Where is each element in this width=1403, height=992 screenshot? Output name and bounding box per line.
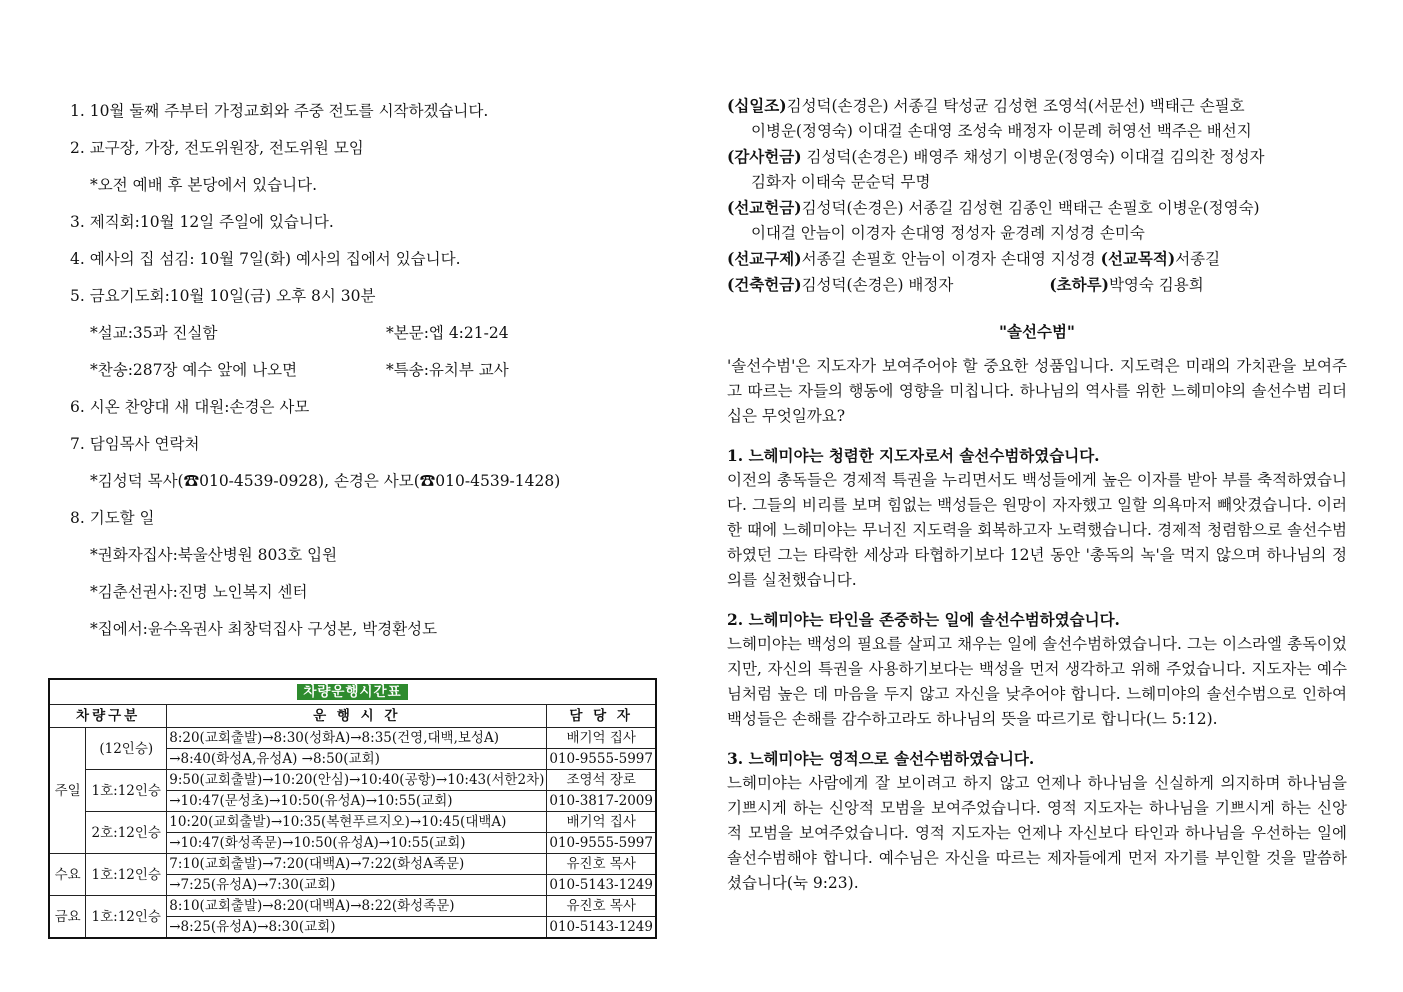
driver-phone: 010-5143-1249 xyxy=(547,875,656,896)
offering-label: (건축헌금) xyxy=(727,275,802,294)
hymn: *찬송:287장 예수 앞에 나오면 xyxy=(90,361,298,379)
route-cell: 8:10(교회출발)→8:20(대백A)→8:22(화성족문) xyxy=(167,896,547,917)
offering-names: 서종길 손필호 안늠이 이경자 손대영 지성경 xyxy=(801,250,1101,268)
driver-name: 배기억 집사 xyxy=(547,812,656,833)
announcement-item: 5. 금요기도회:10월 10일(금) 오후 8시 30분 xyxy=(70,287,376,305)
driver-phone: 010-3817-2009 xyxy=(547,791,656,812)
driver-name: 배기억 집사 xyxy=(547,728,656,749)
route-cell: 10:20(교회출발)→10:35(복현푸르지오)→10:45(대백A) xyxy=(167,812,547,833)
announcement-item: 6. 시온 찬양대 새 대원:손경은 사모 xyxy=(70,398,310,416)
route-cell: →10:47(문성초)→10:50(유성A)→10:55(교회) xyxy=(167,791,547,812)
offering-building xyxy=(727,272,1347,298)
column-header: 운 행 시 간 xyxy=(167,705,547,728)
offering-relief xyxy=(727,246,1347,272)
announcement-item: 1. 10월 둘째 주부터 가정교회와 주중 전도를 시작하겠습니다. xyxy=(70,102,489,120)
route-cell: →8:40(화성A,유성A) →8:50(교회) xyxy=(167,749,547,770)
offering-names: 이병운(정영숙) 이대걸 손대영 조성숙 배정자 이문례 허영선 백주은 배선지 xyxy=(751,122,1252,140)
route-cell: 9:50(교회출발)→10:20(안심)→10:40(공항)→10:43(서한2차) xyxy=(167,770,547,791)
offering-label: (선교헌금) xyxy=(727,198,802,217)
right-column xyxy=(727,93,1347,896)
offering-label: (초하루) xyxy=(1049,275,1109,294)
offering-names: 박영숙 김용희 xyxy=(1108,276,1204,294)
driver-name: 유진호 목사 xyxy=(547,854,656,875)
table-row xyxy=(49,896,656,917)
offering-label: (십일조) xyxy=(727,96,787,115)
prayer-item: *집에서:윤수옥권사 최창덕집사 구성본, 박경환성도 xyxy=(90,620,438,638)
contact-info: *김성덕 목사(☎010-4539-0928), 손경은 사모(☎010-4539-1428) xyxy=(90,472,561,490)
table-row xyxy=(49,770,656,791)
route-cell: 8:20(교회출발)→8:30(성화A)→8:35(건영,대백,보성A) xyxy=(167,728,547,749)
day-cell: 주일 xyxy=(49,728,86,854)
route-cell: →10:47(화성족문)→10:50(유성A)→10:55(교회) xyxy=(167,833,547,854)
column-header: 담 당 자 xyxy=(547,705,656,728)
table-row xyxy=(49,812,656,833)
friday-service-row xyxy=(70,320,670,357)
essay-title: "솔선수범" xyxy=(998,322,1076,341)
car-cell: 1호:12인승 xyxy=(86,770,167,812)
offering-names: 김성덕(손경은) 서종길 탁성균 김성현 조영석(서문선) 백태근 손필호 xyxy=(786,97,1245,115)
driver-phone: 010-9555-5997 xyxy=(547,833,656,854)
driver-name: 유진호 목사 xyxy=(547,896,656,917)
column-header: 차량구분 xyxy=(49,705,167,728)
section-body: 이전의 총독들은 경제적 특권을 누리면서도 백성들에게 높은 이자를 받아 부를 축적하였습니다. 그들의 비리를 보며 힘없는 백성들은 원망이 자자했고 일할 의욕마저 빼앗겼습니다. 이러한 때에 느헤미야는 무너진 지도력을 회복하고자 노력했습니다. 경제적 청렴함으로 솔선수범하였던 그는 타락한 세상과 타협하기보다 12년 동안 '총독의 녹'을 먹지 않으며 하나님의 정의를 실천했습니다. xyxy=(727,471,1347,589)
offering-names: 이대걸 안늠이 이경자 손대영 정성자 윤경례 지성경 손미숙 xyxy=(751,224,1145,242)
scripture-text: *본문:엡 4:21-24 xyxy=(386,324,509,342)
route-cell: →7:25(유성A)→7:30(교회) xyxy=(167,875,547,896)
sermon-title: *설교:35과 진실함 xyxy=(90,324,218,342)
offering-label: (선교구제) xyxy=(727,249,802,268)
table-row xyxy=(49,728,656,749)
special-song: *특송:유치부 교사 xyxy=(386,361,509,379)
offering-names: 김성덕(손경은) 배정자 xyxy=(801,276,954,294)
offering-names: 김화자 이태숙 문순덕 무명 xyxy=(751,173,931,191)
driver-phone: 010-9555-5997 xyxy=(547,749,656,770)
offering-label: (감사헌금) xyxy=(727,147,802,166)
table-header xyxy=(49,705,656,728)
offering-thanks xyxy=(727,144,1347,170)
offering-names: 김성덕(손경은) 배영주 채성기 이병운(정영숙) 이대걸 김의찬 정성자 xyxy=(801,148,1265,166)
section-title: 2. 느헤미야는 타인을 존중하는 일에 솔선수범하였습니다. xyxy=(727,610,1120,629)
driver-name: 조영석 장로 xyxy=(547,770,656,791)
announcement-subitem: *오전 예배 후 본당에서 있습니다. xyxy=(90,176,318,194)
car-cell: 1호:12인승 xyxy=(86,896,167,939)
section-title: 3. 느헤미야는 영적으로 솔선수범하였습니다. xyxy=(727,749,1035,768)
section-body: 느헤미야는 백성의 필요를 살피고 채우는 일에 솔선수범하였습니다. 그는 이스라엘 총독이었지만, 자신의 특권을 사용하기보다는 백성을 먼저 생각하고 위해 주었습니다. 지도자는 예수님처럼 높은 데 마음을 두지 않고 자신을 낮추어야 합니다. 느헤미야의 솔선수범으로 인하여 백성들은 손해를 감수하고라도 하나님의 뜻을 따르기로 합니다(느 5:12). xyxy=(727,635,1347,728)
announcement-item: 2. 교구장, 가장, 전도위원장, 전도위원 모임 xyxy=(70,139,364,157)
essay-intro: '솔선수범'은 지도자가 보여주어야 할 중요한 성품입니다. 지도력은 미래의 가치관을 보여주고 따르는 자들의 행동에 영향을 미칩니다. 하나님의 역사를 위한 느헤미야의 솔선수범 리더십은 무엇일까요? xyxy=(727,357,1347,425)
friday-service-row xyxy=(70,357,670,394)
announcement-item: 7. 담임목사 연락처 xyxy=(70,435,200,453)
day-cell: 수요 xyxy=(49,854,86,896)
offering-tithe xyxy=(727,93,1347,119)
vehicle-schedule-table xyxy=(48,678,657,939)
table-title: 차량운행시간표 xyxy=(297,684,407,700)
car-cell: 2호:12인승 xyxy=(86,812,167,854)
route-cell: 7:10(교회출발)→7:20(대백A)→7:22(화성A족문) xyxy=(167,854,547,875)
announcement-item: 3. 제직회:10월 12일 주일에 있습니다. xyxy=(70,213,334,231)
prayer-item: *김춘선권사:진명 노인복지 센터 xyxy=(90,583,308,601)
route-cell: →8:25(유성A)→8:30(교회) xyxy=(167,917,547,939)
offering-label: (선교목적) xyxy=(1100,249,1176,268)
announcement-item: 4. 예사의 집 섬김: 10월 7일(화) 예사의 집에서 있습니다. xyxy=(70,250,461,268)
offering-names: 김성덕(손경은) 서종길 김성현 김종인 백태근 손필호 이병운(정영숙) xyxy=(801,199,1260,217)
driver-phone: 010-5143-1249 xyxy=(547,917,656,939)
table-row xyxy=(49,854,656,875)
section-title: 1. 느헤미야는 청렴한 지도자로서 솔선수범하였습니다. xyxy=(727,446,1100,465)
offering-mission xyxy=(727,195,1347,221)
prayer-item: *권화자집사:북울산병원 803호 입원 xyxy=(90,546,338,564)
offering-names: 서종길 xyxy=(1175,250,1221,268)
car-cell: (12인승) xyxy=(86,728,167,770)
car-cell: 1호:12인승 xyxy=(86,854,167,896)
day-cell: 금요 xyxy=(49,896,86,939)
section-body: 느헤미야는 사람에게 잘 보이려고 하지 않고 언제나 하나님을 신실하게 의지하며 하나님을 기쁘시게 하는 신앙적 모범을 보여주었습니다. 영적 지도자는 하나님을 기쁘시게 하는 신앙적 모범을 보여주었습니다. 영적 지도자는 언제나 자신보다 타인과 하나님을 우선하는 일에 솔선수범해야 합니다. 예수님은 자신을 따르는 제자들에게 먼저 자기를 부인할 것을 말씀하셨습니다(눅 9:23). xyxy=(727,774,1347,892)
announcements xyxy=(70,98,670,653)
announcement-item: 8. 기도할 일 xyxy=(70,509,155,527)
